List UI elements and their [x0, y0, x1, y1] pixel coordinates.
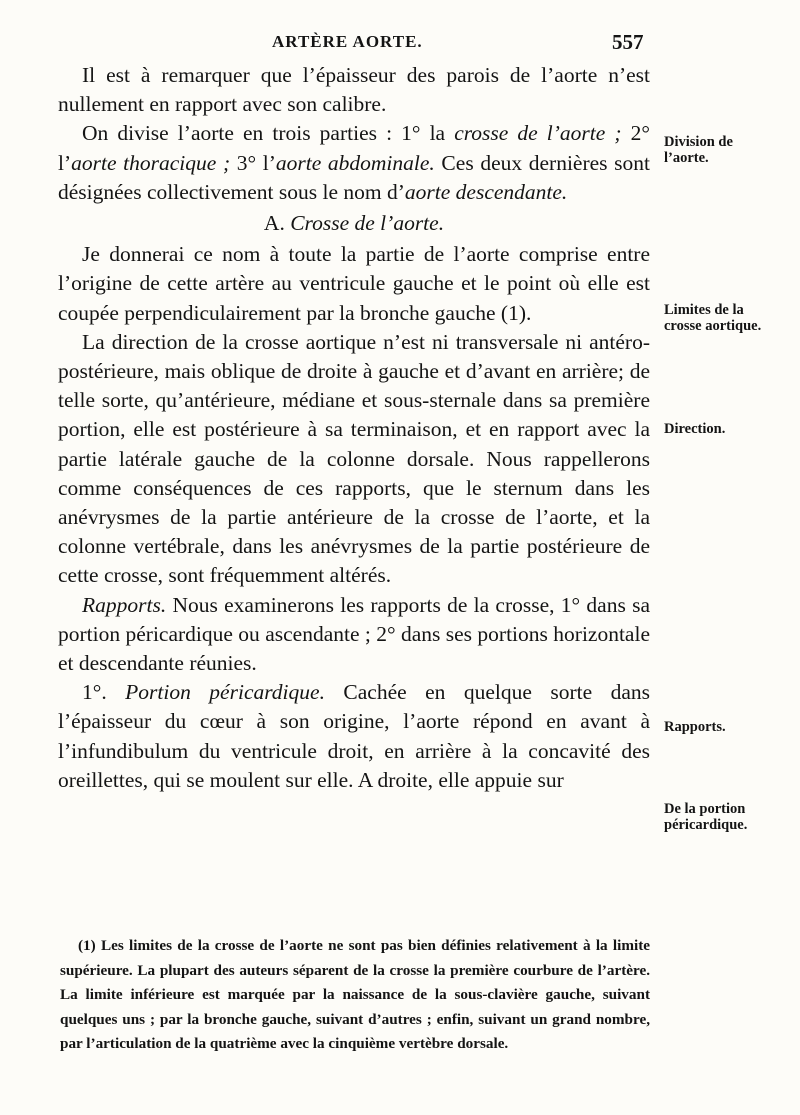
footnote	[60, 934, 650, 1057]
sidenote-rapports: Rapports.	[664, 719, 726, 735]
paragraph-text: Je donnerai ce nom à toute la partie de l’aorte comprise entre l’origine de cette artère au ventricule gauche et le point où elle est coupée perpendiculairement par la bronche gauche (1).	[58, 242, 650, 325]
sidenote-limites: Limites de la crosse aortique.	[664, 302, 762, 334]
term-aorte-abdominale: aorte abdominale.	[275, 150, 435, 175]
running-title: ARTÈRE AORTE.	[272, 32, 423, 51]
term-portion-pericardique: Portion péricardique.	[125, 680, 325, 705]
paragraph-text: La direction de la crosse aortique n’est ni transversale ni antéro-postérieure, mais oblique de droite à gauche et d’avant en arrière; de telle sorte, qu’antérieure, médiane et sous-sternale dans sa première portion, elle est postérieure à sa terminaison, et en rapport avec la partie latérale gauche de la colonne dorsale. Nous rappellerons comme conséquences de ces rapports, que le sternum dans les anévrysmes de la partie antérieure de la crosse de l’aorte, et la colonne vertébrale, dans les anévrysmes de la partie postérieure de cette crosse, sont fréquemment altérés.	[58, 329, 650, 588]
paragraph-text: Il est à remarquer que l’épaisseur des parois de l’aorte n’est nullement en rapport avec son calibre.	[58, 63, 650, 117]
sidenote-direction: Direction.	[664, 421, 726, 437]
text-run: Ces deux dernières sont désignées collectivement sous le nom d’	[58, 150, 651, 204]
sidenote-division: Division de l’aorte.	[664, 134, 733, 166]
footnote-text: (1) Les limites de la crosse de l’aorte ne sont pas bien définies relativement à la limite supérieure. La plupart des auteurs séparent de la crosse la première courbure de l’artère. La limite inférieure est marquée par la naissance de la sous-clavière gauche, suivant quelques uns ; par la bronche gauche, suivant d’autres ; enfin, suivant un grand nombre, par l’articulation de la quatrième avec la cinquième vertèbre dorsale.	[60, 937, 650, 1053]
sidenote-portion: De la portion péricardique.	[664, 801, 748, 833]
term-crosse: crosse de l’aorte ;	[454, 121, 622, 146]
text-run: On divise l’aorte en trois parties : 1° la	[82, 121, 455, 146]
page-number: 557	[612, 30, 644, 54]
text-run: 1°.	[82, 680, 126, 705]
text-run: 3° l’	[230, 150, 276, 175]
text-run: Cachée en quelque sorte dans l’épaisseur du cœur à son origine, l’aorte répond en avant à l’infundibulum du ventricule droit, en arrière à la concavité des oreillettes, qui se moulent sur elle. A droite, elle appuie sur	[58, 680, 650, 792]
term-aorte-descendante: aorte descendante.	[404, 179, 568, 204]
section-title: Crosse de l’aorte.	[290, 211, 445, 236]
term-aorte-thoracique: aorte thoracique ;	[71, 150, 231, 175]
section-letter: A.	[263, 211, 291, 236]
text-run: 2° l’	[58, 121, 650, 175]
term-rapports: Rapports.	[82, 592, 167, 617]
text-run: Nous examinerons les rapports de la crosse, 1° dans sa portion péricardique ou ascendante ; 2° dans ses portions horizontale et descendante réunies.	[58, 592, 650, 676]
